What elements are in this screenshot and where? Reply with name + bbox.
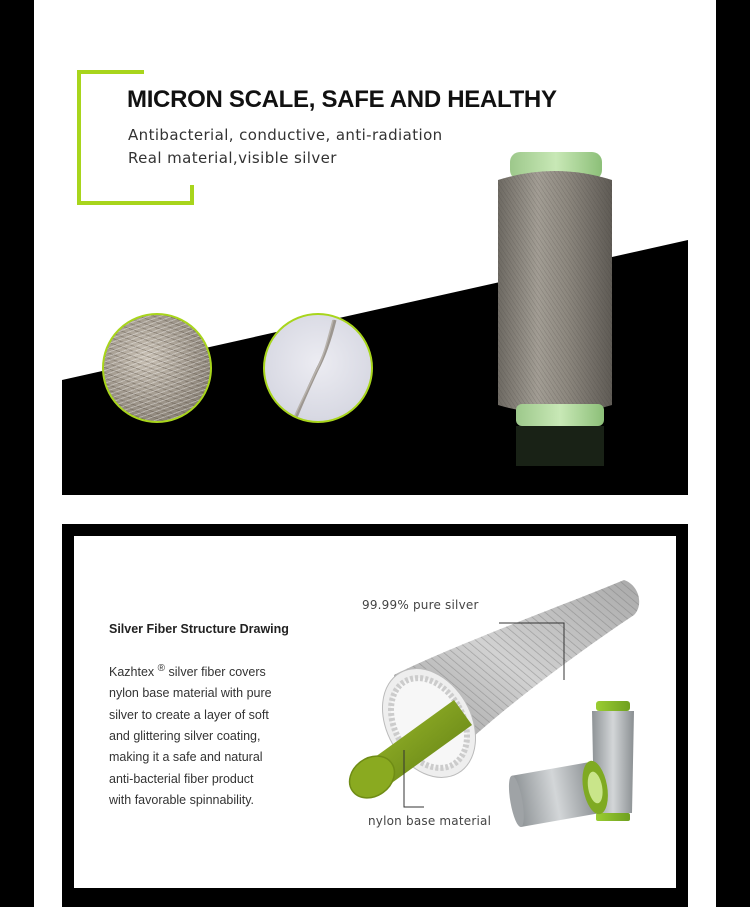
yarn-spool-image bbox=[492, 150, 618, 480]
yarn-spools-image bbox=[504, 695, 644, 835]
paragraph-line: nylon base material with pure bbox=[109, 686, 272, 701]
callout-nylon-label: nylon base material bbox=[368, 814, 492, 828]
description-paragraph bbox=[109, 658, 319, 811]
accent-bracket bbox=[77, 70, 144, 74]
hero-section bbox=[34, 0, 716, 500]
paragraph-line bbox=[109, 658, 319, 683]
brand-name: Kazhtex bbox=[109, 665, 155, 680]
accent-bracket bbox=[190, 185, 194, 205]
fiber-closeup-image bbox=[102, 313, 212, 423]
section-title: Silver Fiber Structure Drawing bbox=[109, 622, 289, 636]
paragraph-text: silver fiber covers bbox=[168, 665, 266, 680]
subtitle-line: Antibacterial, conductive, anti-radiation bbox=[128, 126, 443, 144]
registered-mark: ® bbox=[157, 663, 166, 674]
accent-bracket bbox=[77, 70, 81, 205]
paragraph-line: making it a safe and natural bbox=[109, 750, 263, 765]
callout-silver-label: 99.99% pure silver bbox=[362, 598, 479, 612]
product-page bbox=[34, 0, 716, 907]
paragraph-line: silver to create a layer of soft bbox=[109, 707, 269, 722]
paragraph-line: and glittering silver coating, bbox=[109, 729, 261, 744]
fiber-strand-image bbox=[263, 313, 373, 423]
accent-bracket bbox=[77, 201, 194, 205]
page-title: MICRON SCALE, SAFE AND HEALTHY bbox=[127, 86, 557, 113]
paragraph-line: with favorable spinnability. bbox=[109, 792, 254, 807]
paragraph-line: anti-bacterial fiber product bbox=[109, 771, 254, 786]
subtitle-line: Real material,visible silver bbox=[128, 149, 337, 167]
